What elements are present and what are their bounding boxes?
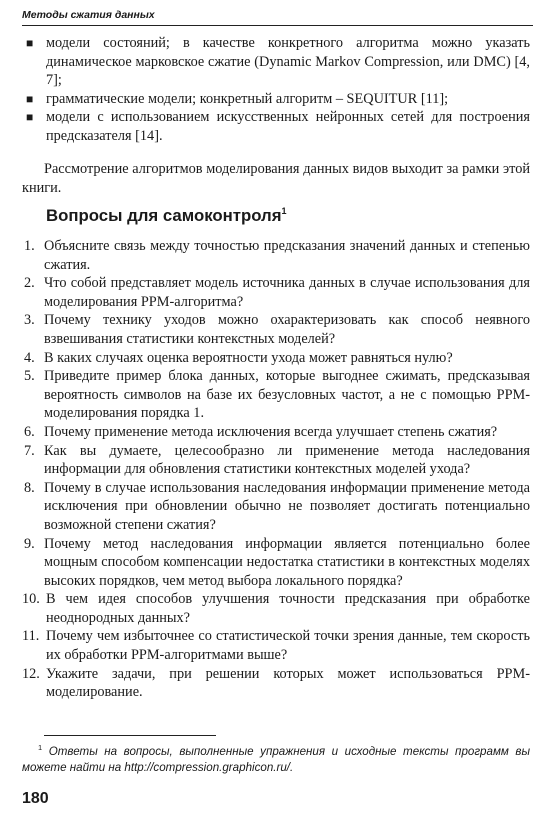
- bullet-text: модели с использованием искусственных нейронных сетей для построения предсказателя [14].: [46, 109, 530, 144]
- question-text: Почему метод наследования информации является потенциально более мощным способом компенсации недостатка статистики в контекстных моделях высоких порядков, чем метод выбора локального порядка?: [44, 535, 530, 589]
- section-title-text: Вопросы для самоконтроля: [46, 206, 282, 225]
- question-number: 12.: [22, 665, 40, 682]
- question-number: 3.: [24, 312, 35, 329]
- footnote-text: Ответы на вопросы, выполненные упражнения и исходные тексты программ вы можете найти на http://compression.graphicon.ru/.: [22, 744, 530, 774]
- question-item: [22, 349, 530, 368]
- question-text: Приведите пример блока данных, которые выгоднее сжимать, предсказывая вероятность символов на базе их безусловных частот, а не с помощью PPM-моделирования порядка 1.: [44, 368, 530, 422]
- bullet-text: модели состояний; в качестве конкретного алгоритма можно указать динамическое марковское сжатие (Dynamic Markov Compression, или DMC) [4, 7];: [46, 35, 530, 89]
- question-item: [22, 442, 530, 479]
- question-text: Объясните связь между точностью предсказания значений данных и степенью сжатия.: [44, 238, 530, 273]
- question-text: Укажите задачи, при решении которых может использоваться PPM-моделирование.: [46, 665, 530, 701]
- footnote-mark: 1: [38, 743, 43, 752]
- question-text: В каких случаях оценка вероятности ухода может равняться нулю?: [44, 349, 453, 366]
- question-item: [22, 665, 530, 702]
- question-number: 7.: [24, 442, 35, 459]
- question-item: [22, 423, 530, 442]
- bullet-item: [22, 108, 530, 145]
- question-item: [22, 479, 530, 535]
- question-item: [22, 535, 530, 591]
- question-item: [22, 237, 530, 274]
- question-number: 9.: [24, 535, 35, 552]
- question-number: 10.: [22, 591, 40, 608]
- question-number: 5.: [24, 368, 35, 385]
- footnote-rule: [44, 735, 216, 736]
- question-number: 8.: [24, 479, 35, 496]
- question-list: [22, 237, 530, 702]
- footnote: [22, 740, 530, 776]
- question-number: 2.: [24, 275, 35, 292]
- section-heading: [46, 206, 287, 226]
- question-text: Почему применение метода исключения всегда улучшает степень сжатия?: [44, 423, 498, 440]
- bullet-item: [22, 34, 530, 90]
- running-header: Методы сжатия данных: [22, 9, 155, 21]
- page-number: 180: [22, 790, 49, 807]
- question-item: [22, 274, 530, 311]
- question-number: 6.: [24, 423, 35, 440]
- footnote-marker: 1: [281, 206, 287, 216]
- bullet-list: [22, 34, 530, 146]
- question-text: Что собой представляет модель источника данных в случае использования для моделирования PPM-алгоритма?: [44, 275, 530, 310]
- bullet-text: грамматические модели; конкретный алгоритм – SEQUITUR [11];: [46, 90, 449, 107]
- question-number: 11.: [22, 628, 40, 645]
- question-number: 4.: [24, 349, 35, 366]
- header-rule: [22, 25, 533, 26]
- question-item: [22, 590, 530, 627]
- question-text: Почему технику уходов можно охарактеризовать как способ неявного взвешивания статистики контекстных моделей?: [44, 312, 530, 347]
- question-text: В чем идея способов улучшения точности предсказания при обработке неоднородных данных?: [46, 591, 530, 626]
- bullet-item: [22, 90, 530, 109]
- question-number: 1.: [24, 238, 35, 254]
- question-item: [22, 367, 530, 423]
- bullet-square-icon: ■: [26, 110, 34, 125]
- question-text: Почему в случае использования наследования информации применение метода исключения при обновлении обычно не позволяет достигать потенциально возможной степени сжатия?: [44, 479, 530, 533]
- question-text: Почему чем избыточнее со статистической точки зрения данные, тем скорость их обработки PPM-алгоритмами выше?: [46, 628, 530, 664]
- bullet-square-icon: ■: [26, 36, 34, 50]
- body-paragraph: Рассмотрение алгоритмов моделирования данных видов выходит за рамки этой книги.: [22, 161, 530, 196]
- question-item: [22, 311, 530, 348]
- question-item: [22, 627, 530, 664]
- question-text: Как вы думаете, целесообразно ли применение метода наследования информации для обновления статистики контекстных моделей ухода?: [44, 442, 530, 478]
- bullet-square-icon: ■: [26, 91, 34, 106]
